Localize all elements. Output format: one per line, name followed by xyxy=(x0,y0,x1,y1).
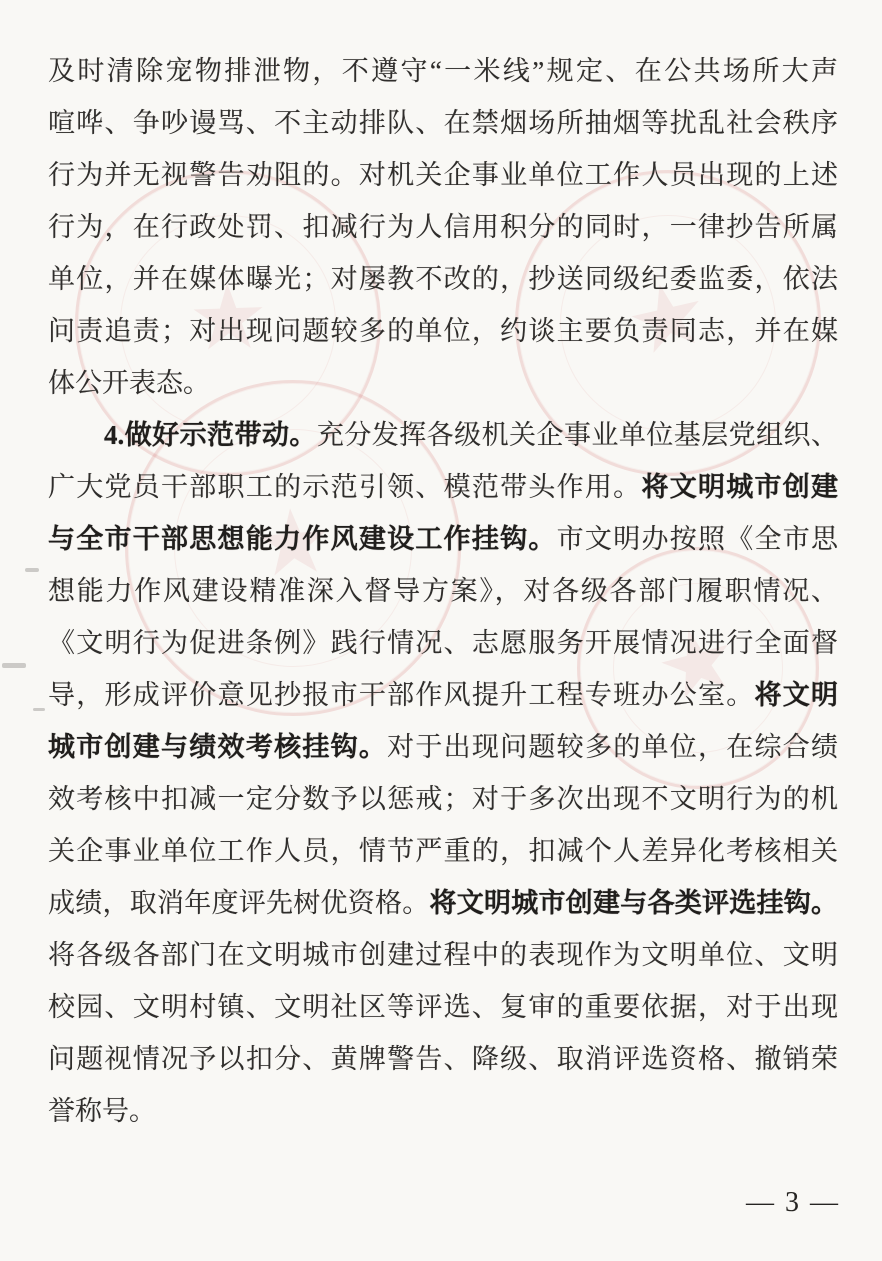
text-line xyxy=(48,461,838,513)
text-segment: 关企事业单位工作人员，情节严重的，扣减个人差异化考核相关 xyxy=(48,836,838,866)
text-segment: 《文明行为促进条例》践行情况、志愿服务开展情况进行全面督 xyxy=(48,628,838,658)
text-line xyxy=(48,45,838,97)
scan-artifact xyxy=(33,708,45,711)
text-line xyxy=(48,721,838,773)
text-segment: 对于出现问题较多的单位，在综合绩 xyxy=(387,732,839,762)
text-line xyxy=(48,773,838,825)
text-segment: 体公开表态。 xyxy=(48,368,210,398)
text-segment: 效考核中扣减一定分数予以惩戒；对于多次出现不文明行为的机 xyxy=(48,784,838,814)
text-segment: 市文明办按照《全市思 xyxy=(556,524,839,554)
text-segment: 广大党员干部职工的示范引领、模范带头作用。 xyxy=(48,472,642,502)
text-line xyxy=(48,617,838,669)
text-line xyxy=(48,1033,838,1085)
text-segment: 行为，在行政处罚、扣减行为人信用积分的同时，一律抄告所属 xyxy=(48,212,838,242)
text-line xyxy=(48,981,838,1033)
text-line xyxy=(48,357,838,409)
text-segment: 誉称号。 xyxy=(48,1096,156,1126)
bold-text-segment: 城市创建与绩效考核挂钩。 xyxy=(48,732,388,762)
text-segment: 及时清除宠物排泄物，不遵守“一米线”规定、在公共场所大声 xyxy=(48,56,838,86)
text-line xyxy=(48,201,838,253)
text-line xyxy=(48,877,838,929)
text-segment: 校园、文明村镇、文明社区等评选、复审的重要依据，对于出现 xyxy=(48,992,838,1022)
text-line xyxy=(48,409,838,461)
page-number: — 3 — xyxy=(746,1187,840,1218)
text-line xyxy=(48,669,838,721)
text-segment: 喧哗、争吵谩骂、不主动排队、在禁烟场所抽烟等扰乱社会秩序 xyxy=(48,108,838,138)
text-line xyxy=(48,929,838,981)
scan-artifact xyxy=(2,663,26,668)
text-segment: 行为并无视警告劝阻的。对机关企事业单位工作人员出现的上述 xyxy=(48,160,838,190)
text-line xyxy=(48,149,838,201)
bold-text-segment: 与全市干部思想能力作风建设工作挂钩。 xyxy=(48,524,557,554)
scan-artifact xyxy=(25,568,39,572)
bold-text-segment: 将文明 xyxy=(754,680,839,710)
text-segment: 想能力作风建设精准深入督导方案》，对各级各部门履职情况、 xyxy=(48,576,838,606)
bold-text-segment: 将文明城市创建与各类评选挂钩。 xyxy=(429,888,838,918)
bold-text-segment: 将文明城市创建 xyxy=(641,472,839,502)
text-segment: 成绩，取消年度评先树优资格。 xyxy=(48,888,430,918)
text-line xyxy=(48,825,838,877)
bold-text-segment: 4.做好示范带动。 xyxy=(104,420,317,450)
text-segment: 问题视情况予以扣分、黄牌警告、降级、取消评选资格、撤销荣 xyxy=(48,1044,838,1074)
text-segment: 单位，并在媒体曝光；对屡教不改的，抄送同级纪委监委，依法 xyxy=(48,264,838,294)
text-segment: 将各级各部门在文明城市创建过程中的表现作为文明单位、文明 xyxy=(48,940,838,970)
text-segment: 导，形成评价意见抄报市干部作风提升工程专班办公室。 xyxy=(48,680,755,710)
document-body xyxy=(48,45,838,1137)
text-line xyxy=(48,1085,838,1137)
text-segment: 充分发挥各级机关企事业单位基层党组织、 xyxy=(316,420,839,450)
text-line xyxy=(48,97,838,149)
text-line xyxy=(48,565,838,617)
text-segment: 问责追责；对出现问题较多的单位，约谈主要负责同志，并在媒 xyxy=(48,316,838,346)
text-line xyxy=(48,305,838,357)
text-line xyxy=(48,253,838,305)
text-line xyxy=(48,513,838,565)
